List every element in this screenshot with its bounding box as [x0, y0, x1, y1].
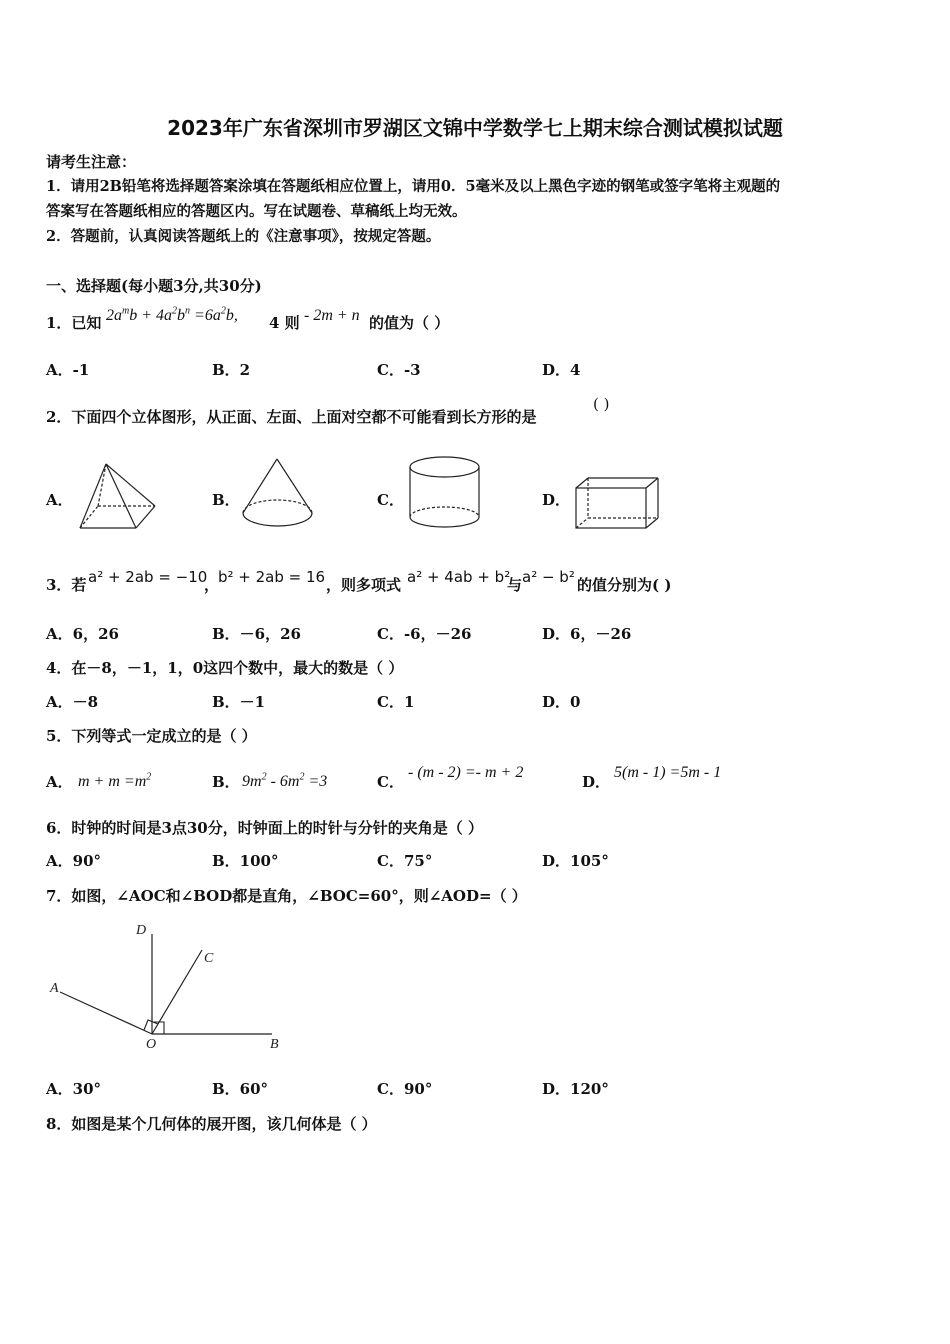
q1-mid: 4 则: [269, 314, 300, 332]
q6-text: 6．时钟的时间是3点30分，时钟面上的时针与分针的夹角是（ ）: [46, 819, 483, 837]
q3-e4: a² − b²: [522, 568, 575, 586]
q5-label-b: B．: [212, 773, 240, 791]
q3-e1: a² + 2ab = −10: [88, 568, 208, 586]
q5-expression-b: $9m^2 - 6m^2 =3$: [242, 772, 328, 791]
q3-prefix: 3．若: [46, 576, 87, 594]
page-title: 2023年广东省深圳市罗湖区文锦中学数学七上期末综合测试模拟试题: [167, 116, 783, 140]
q2-label-b: B．: [212, 491, 240, 509]
q7-option-a: A．30°: [46, 1080, 102, 1098]
q4-option-c: C．1: [377, 693, 415, 711]
point-label-b: B: [270, 1037, 279, 1052]
q2-text: 2．下面四个立体图形，从正面、左面、上面对空都不可能看到长方形的是: [46, 408, 537, 426]
q5-expression-d: 5(m - 1) =5m - 1: [614, 764, 722, 781]
notice-line-1a: 1．请用2B铅笔将选择题答案涂填在答题纸相应位置上，请用0．5毫米及以上黑色字迹的钢笔或签字笔将主观题的: [46, 178, 781, 195]
q1-expression-2: - 2m + n: [304, 307, 360, 324]
pyramid-figure: [76, 462, 160, 532]
q2-paren: ( ): [593, 395, 610, 413]
q4-option-a: A．－8: [46, 693, 99, 711]
notice-heading: 请考生注意：: [46, 153, 137, 171]
q3-option-c: C．-6，－26: [377, 625, 472, 643]
q5-label-d: D．: [582, 773, 611, 791]
q6-option-b: B．100°: [212, 852, 279, 870]
q1-option-a: A．-1: [46, 361, 90, 379]
q5-expression-a: $m + m =m^2$: [78, 772, 152, 791]
q5-expression-c: - (m - 2) =- m + 2: [408, 764, 524, 781]
q2-label-a: A．: [46, 491, 73, 509]
section-heading: 一、选择题(每小题3分,共30分): [46, 277, 262, 295]
angle-diagram: [44, 918, 294, 1058]
q6-option-c: C．75°: [377, 852, 433, 870]
q4-text: 4．在－8，－1，1，0这四个数中，最大的数是（ ）: [46, 659, 404, 677]
q3-mid2: 与: [507, 576, 523, 594]
point-label-c: C: [204, 951, 214, 966]
q3-tail: 的值分别为( ): [577, 576, 672, 594]
q1-option-d: D．4: [542, 361, 581, 379]
cuboid-figure: [574, 476, 662, 532]
q3-expression-4: [522, 567, 575, 587]
q4-option-b: B．－1: [212, 693, 266, 711]
point-label-o: O: [146, 1037, 157, 1052]
q7-option-d: D．120°: [542, 1080, 609, 1098]
q3-option-d: D．6，－26: [542, 625, 632, 643]
q3-option-b: B．－6，26: [212, 625, 301, 643]
q1-tail: 的值为（ ）: [369, 314, 450, 332]
q3-mid: ，则多项式: [326, 576, 402, 594]
q3-option-a: A．6，26: [46, 625, 119, 643]
q6-option-a: A．90°: [46, 852, 102, 870]
point-label-a: A: [50, 981, 59, 996]
q1-option-c: C．-3: [377, 361, 421, 379]
q3-expression-1: [88, 567, 207, 587]
q5-text: 5．下列等式一定成立的是（ ）: [46, 727, 257, 745]
q7-option-c: C．90°: [377, 1080, 433, 1098]
cylinder-figure: [406, 455, 484, 533]
q3-e3: a² + 4ab + b²: [407, 568, 511, 586]
q3-comma: ，: [204, 576, 220, 594]
q6-option-d: D．105°: [542, 852, 609, 870]
q5-label-a: A．: [46, 773, 73, 791]
q2-label-c: C．: [377, 491, 404, 509]
point-label-d: D: [136, 923, 147, 938]
q2-label-d: D．: [542, 491, 571, 509]
q3-expression-3: [407, 567, 510, 587]
q1-number: 1．已知: [46, 314, 102, 332]
q5-label-c: C．: [377, 773, 404, 791]
q3-e2: b² + 2ab = 16: [218, 568, 326, 586]
q1-expression-1: $2a^mb + 4a^2b^n =6a^2b$,: [106, 306, 238, 325]
cone-figure: [240, 457, 316, 535]
q3-expression-2: [218, 567, 325, 587]
notice-line-1b: 答案写在答题纸相应的答题区内。写在试题卷、草稿纸上均无效。: [46, 203, 467, 220]
q7-text: 7．如图，∠AOC和∠BOD都是直角，∠BOC=60°，则∠AOD=（ ）: [46, 887, 527, 905]
q7-option-b: B．60°: [212, 1080, 269, 1098]
q1-option-b: B．2: [212, 361, 251, 379]
notice-line-2: 2．答题前，认真阅读答题纸上的《注意事项》，按规定答题。: [46, 228, 441, 245]
q8-text: 8．如图是某个几何体的展开图，该几何体是（ ）: [46, 1115, 377, 1133]
q4-option-d: D．0: [542, 693, 581, 711]
